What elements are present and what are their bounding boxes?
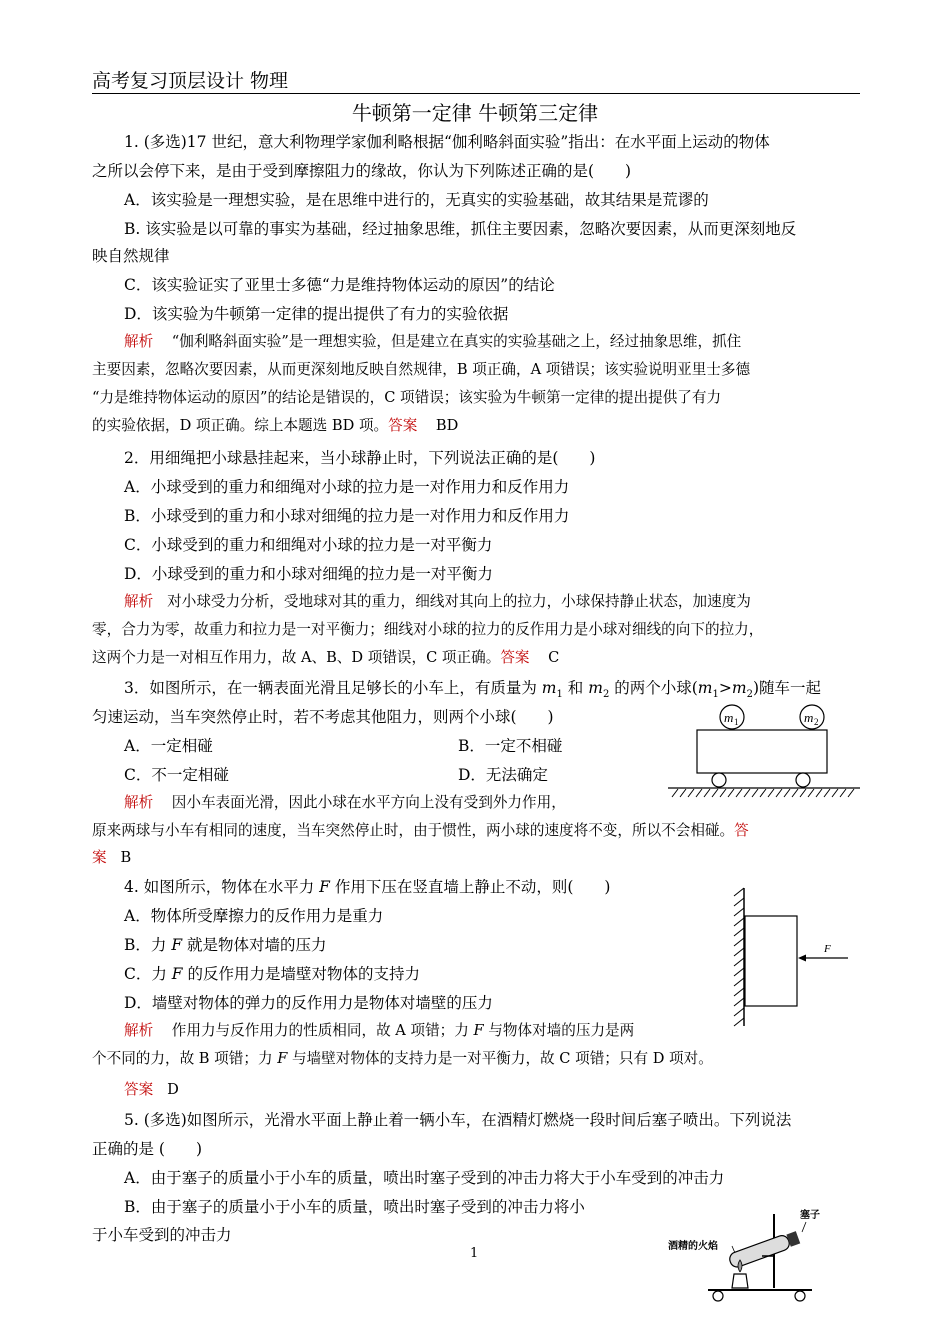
q3-option-c: C．不一定相碰: [124, 766, 229, 784]
q4-option-c: C．力 F 的反作用力是墙壁对物体的支持力: [124, 965, 420, 983]
q1-option-d: D．该实验为牛顿第一定律的提出提供了有力的实验依据: [124, 305, 509, 323]
header-rule: [92, 93, 860, 94]
q2-solution-line2: 零，合力为零，故重力和拉力是一对平衡力；细线对小球的拉力的反作用力是小球对细线的向下的拉力，: [92, 621, 764, 638]
q5-stem-line1: 5. (多选)如图所示，光滑水平面上静止着一辆小车，在酒精灯燃烧一段时间后塞子喷出。下列说法: [124, 1111, 792, 1129]
cart-wheel-left: [712, 773, 726, 787]
answer-label: 答案: [124, 1081, 154, 1098]
q1-solution-line4: 的实验依据，D 项正确。综上本题选 BD 项。答案 BD: [92, 417, 459, 434]
answer-label: 答案: [500, 649, 530, 666]
q4-option-b: B．力 F 就是物体对墙的压力: [124, 936, 327, 954]
cart-wheel-right: [795, 1291, 805, 1301]
q1-solution-line3: “力是维持物体运动的原因”的结论是错误的，C 项错误；该实验为牛顿第一定律的提出提供了有力: [92, 389, 722, 406]
q2-solution-line3: 这两个力是一对相互作用力，故 A、B、D 项错误，C 项正确。答案 C: [92, 649, 560, 666]
q4-option-d: D．墙壁对物体的弹力的反作用力是物体对墙壁的压力: [124, 994, 493, 1012]
wall-figure: [730, 886, 855, 1028]
q3-answer: B: [120, 849, 132, 866]
q3-option-a: A．一定相碰: [124, 737, 213, 755]
q4-option-a: A．物体所受摩擦力的反作用力是重力: [124, 907, 384, 925]
q2-answer: C: [548, 649, 560, 666]
cart-body: [697, 730, 827, 773]
q3-stem-line1: 3．如图所示，在一辆表面光滑且足够长的小车上，有质量为 $m_1$ 和 $m_2$ 的两个小球$(m_1>m_2)$随车一起: [124, 679, 822, 701]
solution-label: 解析: [124, 593, 154, 610]
q4-solution-line2: 个不同的力，故 B 项错；力 F 与墙壁对物体的支持力是一对平衡力，故 C 项错；只有 D 项对。: [92, 1050, 713, 1067]
answer-label: 答案: [388, 417, 418, 434]
ball-m1-label: m: [724, 710, 734, 725]
cart-wheel-right: [796, 773, 810, 787]
q2-option-b: B．小球受到的重力和小球对细绳的拉力是一对作用力和反作用力: [124, 507, 570, 525]
q2-option-c: C．小球受到的重力和细绳对小球的拉力是一对平衡力: [124, 536, 493, 554]
q2-solution-line1: 解析 对小球受力分析，受地球对其的重力，细线对其向上的拉力，小球保持静止状态，加速度为: [124, 593, 751, 610]
ball-m2-sub: 2: [814, 717, 819, 727]
q2-option-d: D．小球受到的重力和小球对细绳的拉力是一对平衡力: [124, 565, 493, 583]
lamp-cart-figure: [662, 1202, 842, 1306]
q1-option-b-line1: B. 该实验是以可靠的事实为基础，经过抽象思维，抓住主要因素，忽略次要因素，从而更深刻地反: [124, 220, 797, 238]
alcohol-lamp: [732, 1274, 748, 1288]
q5-stem-line2: 正确的是 ( ): [92, 1140, 203, 1158]
flame: [738, 1260, 742, 1272]
q3-solution-line1: 解析 因小车表面光滑，因此小球在水平方向上没有受到外力作用，: [124, 794, 566, 811]
block: [745, 916, 797, 1006]
solution-label: 解析: [124, 1022, 154, 1039]
q1-option-c: C．该实验证实了亚里士多德“力是维持物体运动的原因”的结论: [124, 276, 555, 294]
ground-hatching: [672, 789, 854, 797]
q3-option-b: B．一定不相碰: [458, 737, 563, 755]
solution-label: 解析: [124, 333, 154, 350]
q3-solution-line2: 原来两球与小车有相同的速度，当车突然停止时，由于惯性，两小球的速度将不变，所以不会相碰。答: [92, 822, 749, 839]
cork-label: 塞子: [800, 1210, 820, 1221]
q2-option-a: A．小球受到的重力和细绳对小球的拉力是一对作用力和反作用力: [124, 478, 570, 496]
wall-hatching: [734, 888, 744, 1026]
q3-option-d: D．无法确定: [458, 766, 548, 784]
q5-option-b-line1: B．由于塞子的质量小于小车的质量，喷出时塞子受到的冲击力将小: [124, 1198, 585, 1216]
q2-stem: 2．用细绳把小球悬挂起来，当小球静止时，下列说法正确的是( ): [124, 449, 596, 467]
lamp-label: 酒精的火焰: [668, 1241, 718, 1252]
q1-answer: BD: [435, 417, 459, 434]
ball-m2-label: m: [804, 710, 814, 725]
q1-solution-line2: 主要因素，忽略次要因素，从而更深刻地反映自然规律，B 项正确，A 项错误；该实验说明亚里士多德: [92, 361, 751, 378]
force-label: F: [824, 943, 831, 955]
page-number: 1: [470, 1246, 479, 1261]
q3-stem-line2: 匀速运动，当车突然停止时，若不考虑其他阻力，则两个小球( ): [92, 708, 554, 726]
q4-answer-line: [124, 1079, 179, 1101]
q5-option-b-line2: 于小车受到的冲击力: [92, 1226, 232, 1244]
q4-answer: D: [167, 1081, 179, 1098]
q5-option-a: A．由于塞子的质量小于小车的质量，喷出时塞子受到的冲击力将大于小车受到的冲击力: [124, 1169, 725, 1187]
page-title: 牛顿第一定律 牛顿第三定律: [351, 101, 599, 125]
q4-solution-line1: 解析 作用力与反作用力的性质相同，故 A 项错；力 F 与物体对墙的压力是两: [124, 1022, 635, 1039]
ball-m1-sub: 1: [734, 717, 739, 727]
q1-stem-line2: 之所以会停下来，是由于受到摩擦阻力的缘故，你认为下列陈述正确的是( ): [92, 162, 632, 180]
q1-option-a: A．该实验是一理想实验，是在思维中进行的，无真实的实验基础，故其结果是荒谬的: [124, 191, 709, 209]
force-arrowhead: [798, 955, 806, 962]
cork-leader-line: [802, 1222, 806, 1232]
running-header: 高考复习顶层设计 物理: [92, 70, 289, 92]
q1-solution-line1: 解析 “伽利略斜面实验”是一理想实验，但是建立在真实的实验基础之上，经过抽象思维，抓住: [124, 333, 742, 350]
cart-wheel-left: [713, 1291, 723, 1301]
q4-stem: 4. 如图所示，物体在水平力 F 作用下压在竖直墙上静止不动，则( ): [124, 878, 611, 896]
q1-option-b-line2: 映自然规律: [92, 247, 170, 265]
cart-figure: [664, 700, 864, 800]
q3-solution-line3: 案 B: [92, 849, 132, 866]
q1-stem-line1: 1. (多选)17 世纪，意大利物理学家伽利略根据“伽利略斜面实验”指出：在水平面上运动的物体: [124, 133, 770, 151]
solution-label: 解析: [124, 794, 154, 811]
